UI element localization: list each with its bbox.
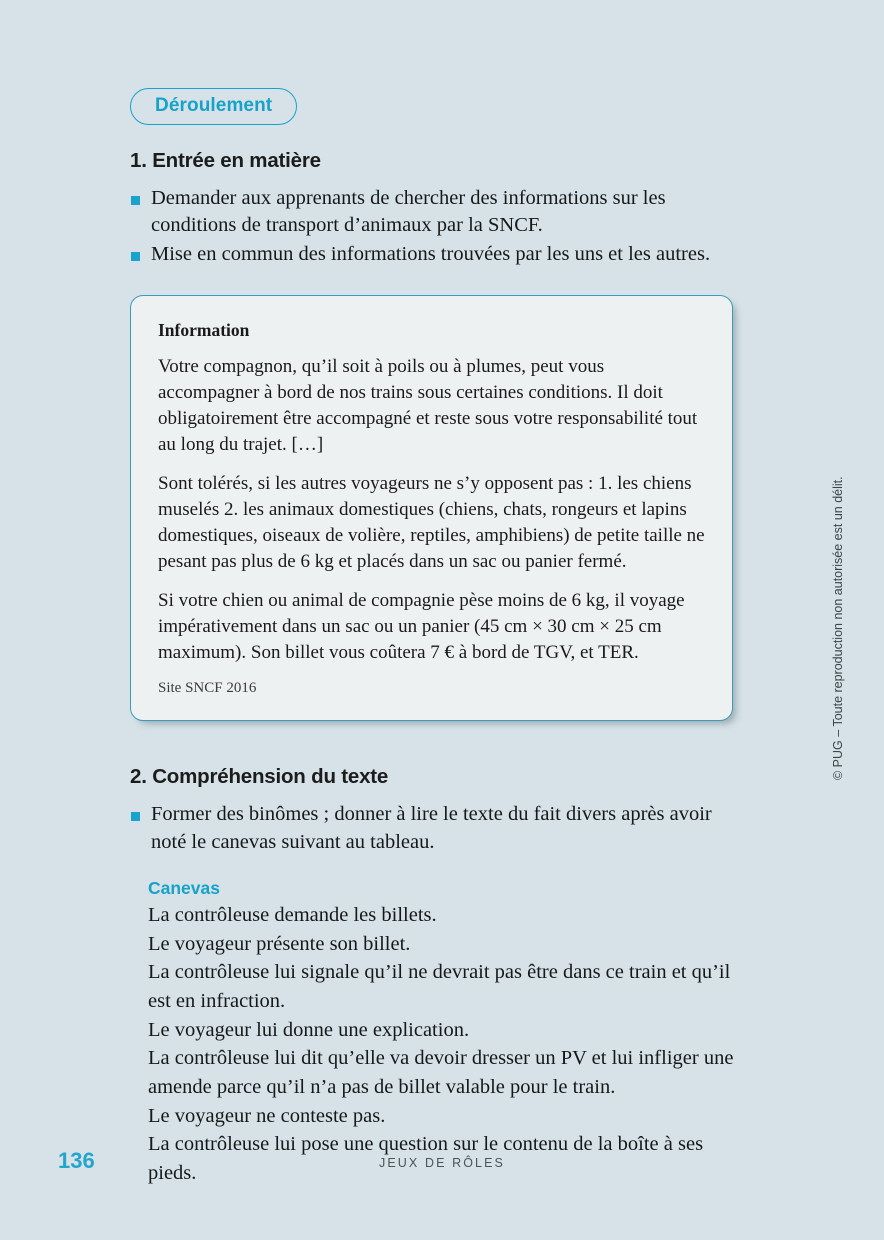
information-box-paragraph: Sont tolérés, si les autres voyageurs ne s’y opposent pas : 1. les chiens muselés 2. les animaux domestiques (chiens, chats, rongeurs et lapins domestiques, oiseaux de volière, reptiles, amphibiens) de petite taille ne pesant pas plus de 6 kg et placés dans un sac ou panier fermé. [158,472,705,572]
running-head: JEUX DE RÔLES [379,1156,505,1170]
square-bullet-icon [131,252,140,261]
list-item [130,185,752,240]
canevas-line: La contrôleuse lui dit qu’elle va devoir dresser un PV et lui infliger une amende parce qu’il n’a pas de billet valable pour le train. [148,1047,734,1099]
list-item-text: Former des binômes ; donner à lire le texte du fait divers après avoir noté le canevas suivant au tableau. [151,803,712,853]
list-item [130,241,752,268]
list-item-text: Mise en commun des informations trouvées par les uns et les autres. [151,242,711,265]
information-box-paragraph: Votre compagnon, qu’il soit à poils ou à plumes, peut vous accompagner à bord de nos trains sous certaines conditions. Il doit obligatoirement être accompagné et reste sous votre responsabilité tout au long du trajet. […] [158,355,698,455]
canevas-line: La contrôleuse demande les billets. [148,903,437,926]
canevas-line-list [130,901,752,1188]
section-heading-2: 2. Compréhension du texte [130,765,389,789]
canevas-line: Le voyageur ne conteste pas. [148,1104,386,1127]
bullet-list-section-2 [130,801,752,856]
copyright-notice: © PUG – Toute reproduction non autorisée est un délit. [831,476,845,780]
deroulement-badge: Déroulement [130,88,297,125]
page-content [130,88,752,1188]
list-item [130,801,752,856]
information-box-wrapper [130,295,752,722]
canevas-subheading: Canevas [148,877,220,898]
page-number: 136 [58,1148,95,1173]
canevas-line: La contrôleuse lui signale qu’il ne devrait pas être dans ce train et qu’il est en infraction. [148,961,731,1012]
information-box [130,295,733,722]
canevas-line: Le voyageur lui donne une explication. [148,1018,470,1041]
information-box-source: Site SNCF 2016 [158,679,257,696]
section-heading-1: 1. Entrée en matière [130,149,321,172]
list-item-text: Demander aux apprenants de chercher des informations sur les conditions de transport d’animaux par la SNCF. [151,187,666,237]
canevas-line: Le voyageur présente son billet. [148,932,411,955]
information-box-title: Information [158,319,250,340]
information-box-paragraph: Si votre chien ou animal de compagnie pèse moins de 6 kg, il voyage impérativement dans un sac ou un panier (45 cm × 30 cm × 25 cm maximum). Son billet vous coûtera 7 € à bord de TGV, et TER. [158,589,685,663]
bullet-list-section-1 [130,185,752,268]
square-bullet-icon [131,196,140,205]
canevas-line: La contrôleuse lui pose une question sur le contenu de la boîte à ses pieds. [148,1133,704,1185]
section-2-block [130,765,752,1187]
square-bullet-icon [131,812,140,821]
